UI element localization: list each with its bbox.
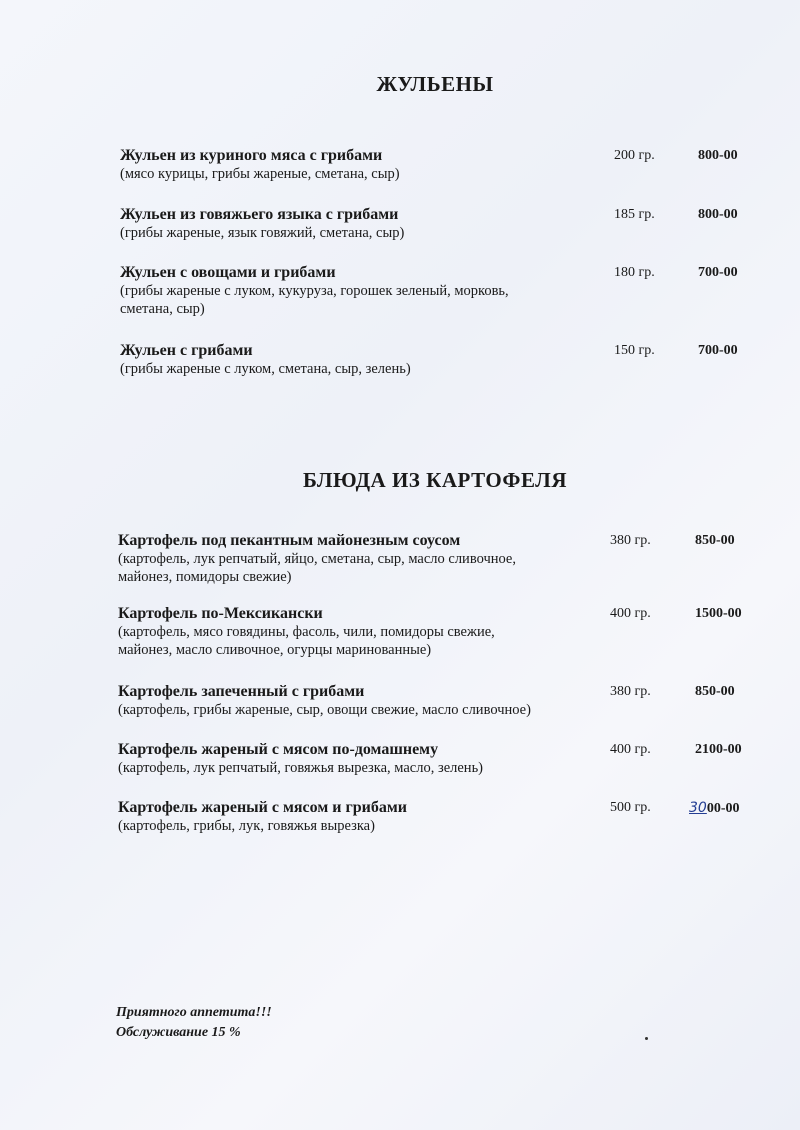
item-weight: 380 гр. — [610, 533, 651, 548]
item-description: (картофель, лук репчатый, яйцо, сметана, сыр, масло сливочное, — [118, 551, 516, 567]
item-price: 1500-00 — [695, 606, 742, 621]
section-title-potato-dishes: БЛЮДА ИЗ КАРТОФЕЛЯ — [303, 468, 567, 492]
item-description: (картофель, грибы жареные, сыр, овощи свежие, масло сливочное) — [118, 702, 531, 718]
item-name: Картофель под пекантным майонезным соусом — [118, 532, 461, 549]
paper-speck — [645, 1037, 648, 1040]
item-name: Жульен с грибами — [120, 342, 253, 359]
item-price: 850-00 — [695, 684, 735, 699]
item-weight: 150 гр. — [614, 343, 655, 358]
footer-service-charge: Обслуживание 15 % — [116, 1025, 241, 1040]
item-weight: 380 гр. — [610, 684, 651, 699]
item-weight: 200 гр. — [614, 148, 655, 163]
item-name: Картофель запеченный с грибами — [118, 683, 365, 700]
menu-item — [120, 205, 760, 242]
menu-item — [118, 798, 758, 835]
item-name: Картофель жареный с мясом по-домашнему — [118, 741, 439, 758]
item-name: Жульен из говяжьего языка с грибами — [120, 206, 399, 223]
item-description: (грибы жареные с луком, кукуруза, горошек зеленый, морковь, — [120, 283, 509, 299]
item-description: сметана, сыр) — [120, 301, 205, 317]
footer-note — [116, 1003, 272, 1043]
item-description: (грибы жареные, язык говяжий, сметана, сыр) — [120, 225, 405, 241]
item-weight: 500 гр. — [610, 800, 651, 815]
item-name: Жульен из куриного мяса с грибами — [120, 147, 383, 164]
item-price: 700-00 — [698, 343, 738, 358]
menu-item — [118, 740, 758, 777]
item-description: майонез, масло сливочное, огурцы маринованные) — [118, 642, 432, 658]
item-description: майонез, помидоры свежие) — [118, 569, 292, 585]
menu-item — [120, 146, 760, 183]
item-weight: 185 гр. — [614, 207, 655, 222]
item-price: 700-00 — [698, 265, 738, 280]
item-price: 2100-00 — [695, 742, 742, 757]
item-name: Жульен с овощами и грибами — [120, 264, 336, 281]
item-description: (картофель, лук репчатый, говяжья вырезка, масло, зелень) — [118, 760, 484, 776]
item-weight: 400 гр. — [610, 606, 651, 621]
menu-item — [118, 682, 758, 719]
item-weight: 400 гр. — [610, 742, 651, 757]
item-price: 800-00 — [698, 148, 738, 163]
item-description: (грибы жареные с луком, сметана, сыр, зелень) — [120, 361, 411, 377]
footer-greeting: Приятного аппетита!!! — [116, 1005, 272, 1020]
item-price: 800-00 — [698, 207, 738, 222]
item-description: (картофель, грибы, лук, говяжья вырезка) — [118, 818, 375, 834]
item-price-suffix: 00-00 — [706, 801, 740, 816]
handwritten-price-correction: 30 — [689, 800, 707, 816]
item-price: 850-00 — [695, 533, 735, 548]
item-name: Картофель по-Мексикански — [118, 605, 323, 622]
item-weight: 180 гр. — [614, 265, 655, 280]
menu-item — [120, 341, 760, 378]
item-description: (картофель, мясо говядины, фасоль, чили, помидоры свежие, — [118, 624, 495, 640]
item-name: Картофель жареный с мясом и грибами — [118, 799, 407, 816]
menu-item — [120, 263, 760, 318]
menu-item — [118, 531, 758, 586]
item-price — [689, 800, 740, 817]
section-title-julienne: ЖУЛЬЕНЫ — [376, 72, 494, 96]
menu-item — [118, 604, 758, 659]
item-description: (мясо курицы, грибы жареные, сметана, сыр) — [120, 166, 400, 182]
